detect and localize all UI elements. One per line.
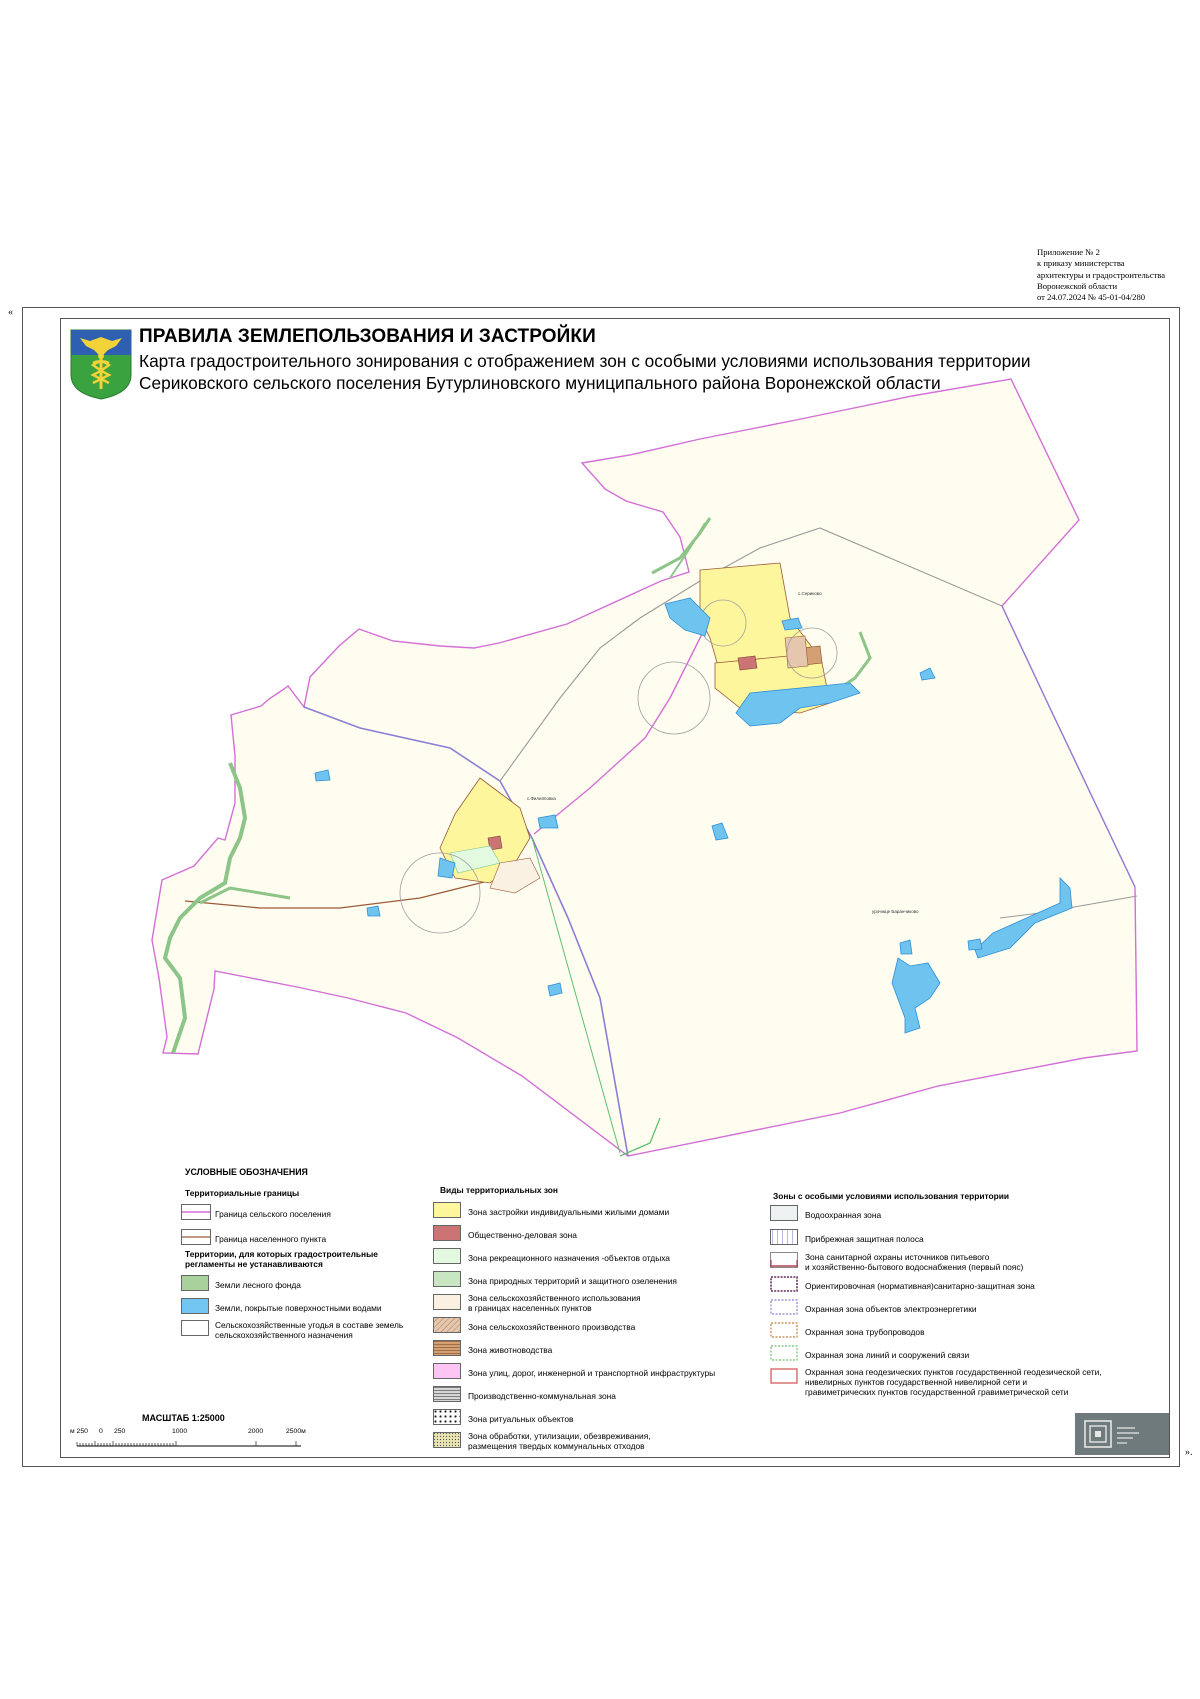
legend-label: Ориентировочная (нормативная)санитарно-защитная зона: [805, 1281, 1035, 1291]
legend-label: Зона рекреационного назначения -объектов отдыха: [468, 1253, 670, 1263]
logo-mark-icon: [1075, 1413, 1169, 1455]
legend-label-line: Зона сельскохозяйственного использования: [468, 1293, 641, 1303]
ritual-zone-swatch: [433, 1409, 461, 1425]
village-label: с.Сериково: [798, 591, 822, 596]
legend-noregs-header: [185, 1249, 378, 1269]
legend-label: [805, 1252, 1023, 1272]
subtitle-line: Карта градостроительного зонирования с отображением зон с особыми условиями использования территории: [139, 351, 1031, 371]
waste-zone-swatch: [433, 1432, 461, 1448]
recreation-zone-swatch: [433, 1248, 461, 1264]
sanitary-buffer-swatch: [770, 1276, 798, 1292]
page-title: ПРАВИЛА ЗЕМЛЕПОЛЬЗОВАНИЯ И ЗАСТРОЙКИ: [139, 326, 596, 347]
legend-label: Охранная зона линий и сооружений связи: [805, 1350, 970, 1360]
scale-label: 1000: [172, 1428, 188, 1435]
legend-label: Зона животноводства: [468, 1345, 553, 1355]
public-zone: [738, 656, 757, 670]
water-land-swatch: [181, 1298, 209, 1314]
legend-boundaries-header: Территориальные границы: [185, 1188, 300, 1198]
village-label: с.Филипповка: [527, 796, 556, 801]
legend-label: [468, 1293, 641, 1313]
legend-label-line: в границах населенных пунктов: [468, 1303, 592, 1313]
legend-label: Земли, покрытые поверхностными водами: [215, 1303, 382, 1313]
nature-zone-swatch: [433, 1271, 461, 1287]
coastal-strip-swatch: [770, 1229, 798, 1245]
quote-close: ».: [1185, 1447, 1193, 1458]
legend-zones-header: Виды территориальных зон: [440, 1185, 558, 1195]
scale-title: МАСШТАБ 1:25000: [142, 1413, 225, 1423]
annex-line: Приложение № 2: [1037, 247, 1100, 257]
legend-label: Граница сельского поселения: [215, 1209, 331, 1219]
legend-label-line: Зона обработки, утилизации, обезвреживания,: [468, 1431, 651, 1441]
communication-protection-swatch: [770, 1345, 798, 1361]
pipeline-protection-swatch: [770, 1322, 798, 1338]
legend-label: Граница населенного пункта: [215, 1234, 327, 1244]
scale-label: м 250: [70, 1428, 88, 1435]
scale-bar: [75, 1437, 315, 1449]
settlement-boundary-swatch: [181, 1204, 211, 1220]
legend-label-line: гравиметрических пунктов государственной гравиметрической сети: [805, 1387, 1069, 1397]
village-label: урочище Баранчиково: [872, 909, 919, 914]
legend-label: [215, 1320, 403, 1340]
legend-label-line: Сельскохозяйственные угодья в составе земель: [215, 1320, 404, 1330]
scale-label: 0: [99, 1428, 103, 1435]
legend-label: Зона застройки индивидуальными жилыми домами: [468, 1207, 670, 1217]
water-body: [968, 939, 982, 950]
legend-label-line: Зона санитарной охраны источников питьевого: [805, 1252, 990, 1262]
legend-special-header: Зоны с особыми условиями использования территории: [773, 1191, 1010, 1201]
scale-label: 250: [114, 1428, 126, 1435]
annex-line: к приказу министерства: [1037, 258, 1125, 269]
legend-label: [468, 1431, 651, 1451]
legend-label-line: нивелирных пунктов государственной нивелирной сети и: [805, 1377, 1028, 1387]
annex-line: архитектуры и градостроительства: [1037, 269, 1166, 280]
agri-production-zone: [785, 636, 808, 668]
legend-label-line: и хозяйственно-бытового водоснабжения (первый пояс): [805, 1262, 1024, 1272]
legend-label-line: Охранная зона геодезических пунктов государственной геодезической сети,: [805, 1367, 1102, 1377]
residential-zone-swatch: [433, 1202, 461, 1218]
legend-noregs-header-line: Территории, для которых градостроительные: [185, 1249, 378, 1259]
locality-boundary-swatch: [181, 1229, 211, 1245]
legend-label: Общественно-деловая зона: [468, 1230, 577, 1240]
legend-label: Зона улиц, дорог, инженерной и транспортной инфраструктуры: [468, 1368, 716, 1378]
agri-use-zone-swatch: [433, 1294, 461, 1310]
power-protection-swatch: [770, 1299, 798, 1315]
annex-line: от 24.07.2024 № 45-01-04/280: [1037, 292, 1146, 303]
legend-label: [805, 1367, 1102, 1397]
agri-production-zone-swatch: [433, 1317, 461, 1333]
water-body: [367, 906, 380, 916]
legend-noregs-header-line: регламенты не устанавливаются: [185, 1259, 323, 1269]
settlement-territory: [152, 379, 1137, 1156]
annex-line: Воронежской области: [1037, 280, 1118, 291]
agri-land-swatch: [181, 1320, 209, 1336]
legend-label: Водоохранная зона: [805, 1210, 882, 1220]
legend-label: Охранная зона трубопроводов: [805, 1327, 925, 1337]
annex-block: [1037, 247, 1197, 303]
infrastructure-zone-swatch: [433, 1363, 461, 1379]
sanitary-protection-swatch: [770, 1252, 798, 1268]
scale-label: 2000: [248, 1428, 264, 1435]
legend-label: Прибрежная защитная полоса: [805, 1234, 924, 1244]
legend-label: Зона сельскохозяйственного производства: [468, 1322, 636, 1332]
public-zone-swatch: [433, 1225, 461, 1241]
legend-label-line: сельскохозяйственного назначения: [215, 1330, 353, 1340]
legend-label: Производственно-коммунальная зона: [468, 1391, 616, 1401]
subtitle-line: Сериковского сельского поселения Бутурлиновского муниципального района Воронежской области: [139, 373, 941, 393]
legend-title: УСЛОВНЫЕ ОБОЗНАЧЕНИЯ: [185, 1167, 308, 1177]
legend-label: Охранная зона объектов электроэнергетики: [805, 1304, 977, 1314]
company-logo: [1075, 1413, 1169, 1455]
industrial-zone-swatch: [433, 1386, 461, 1402]
scale-label: 2500м: [286, 1428, 306, 1435]
forest-land-swatch: [181, 1275, 209, 1291]
water-protection-zone-swatch: [770, 1205, 798, 1221]
water-body: [900, 940, 912, 954]
legend-label: Земли лесного фонда: [215, 1280, 301, 1290]
geodesic-protection-swatch: [770, 1368, 798, 1384]
legend-label-line: размещения твердых коммунальных отходов: [468, 1441, 645, 1451]
legend-label: Зона ритуальных объектов: [468, 1414, 574, 1424]
quote-open: «: [8, 307, 13, 318]
legend-label: Зона природных территорий и защитного озеленения: [468, 1276, 677, 1286]
livestock-zone-swatch: [433, 1340, 461, 1356]
